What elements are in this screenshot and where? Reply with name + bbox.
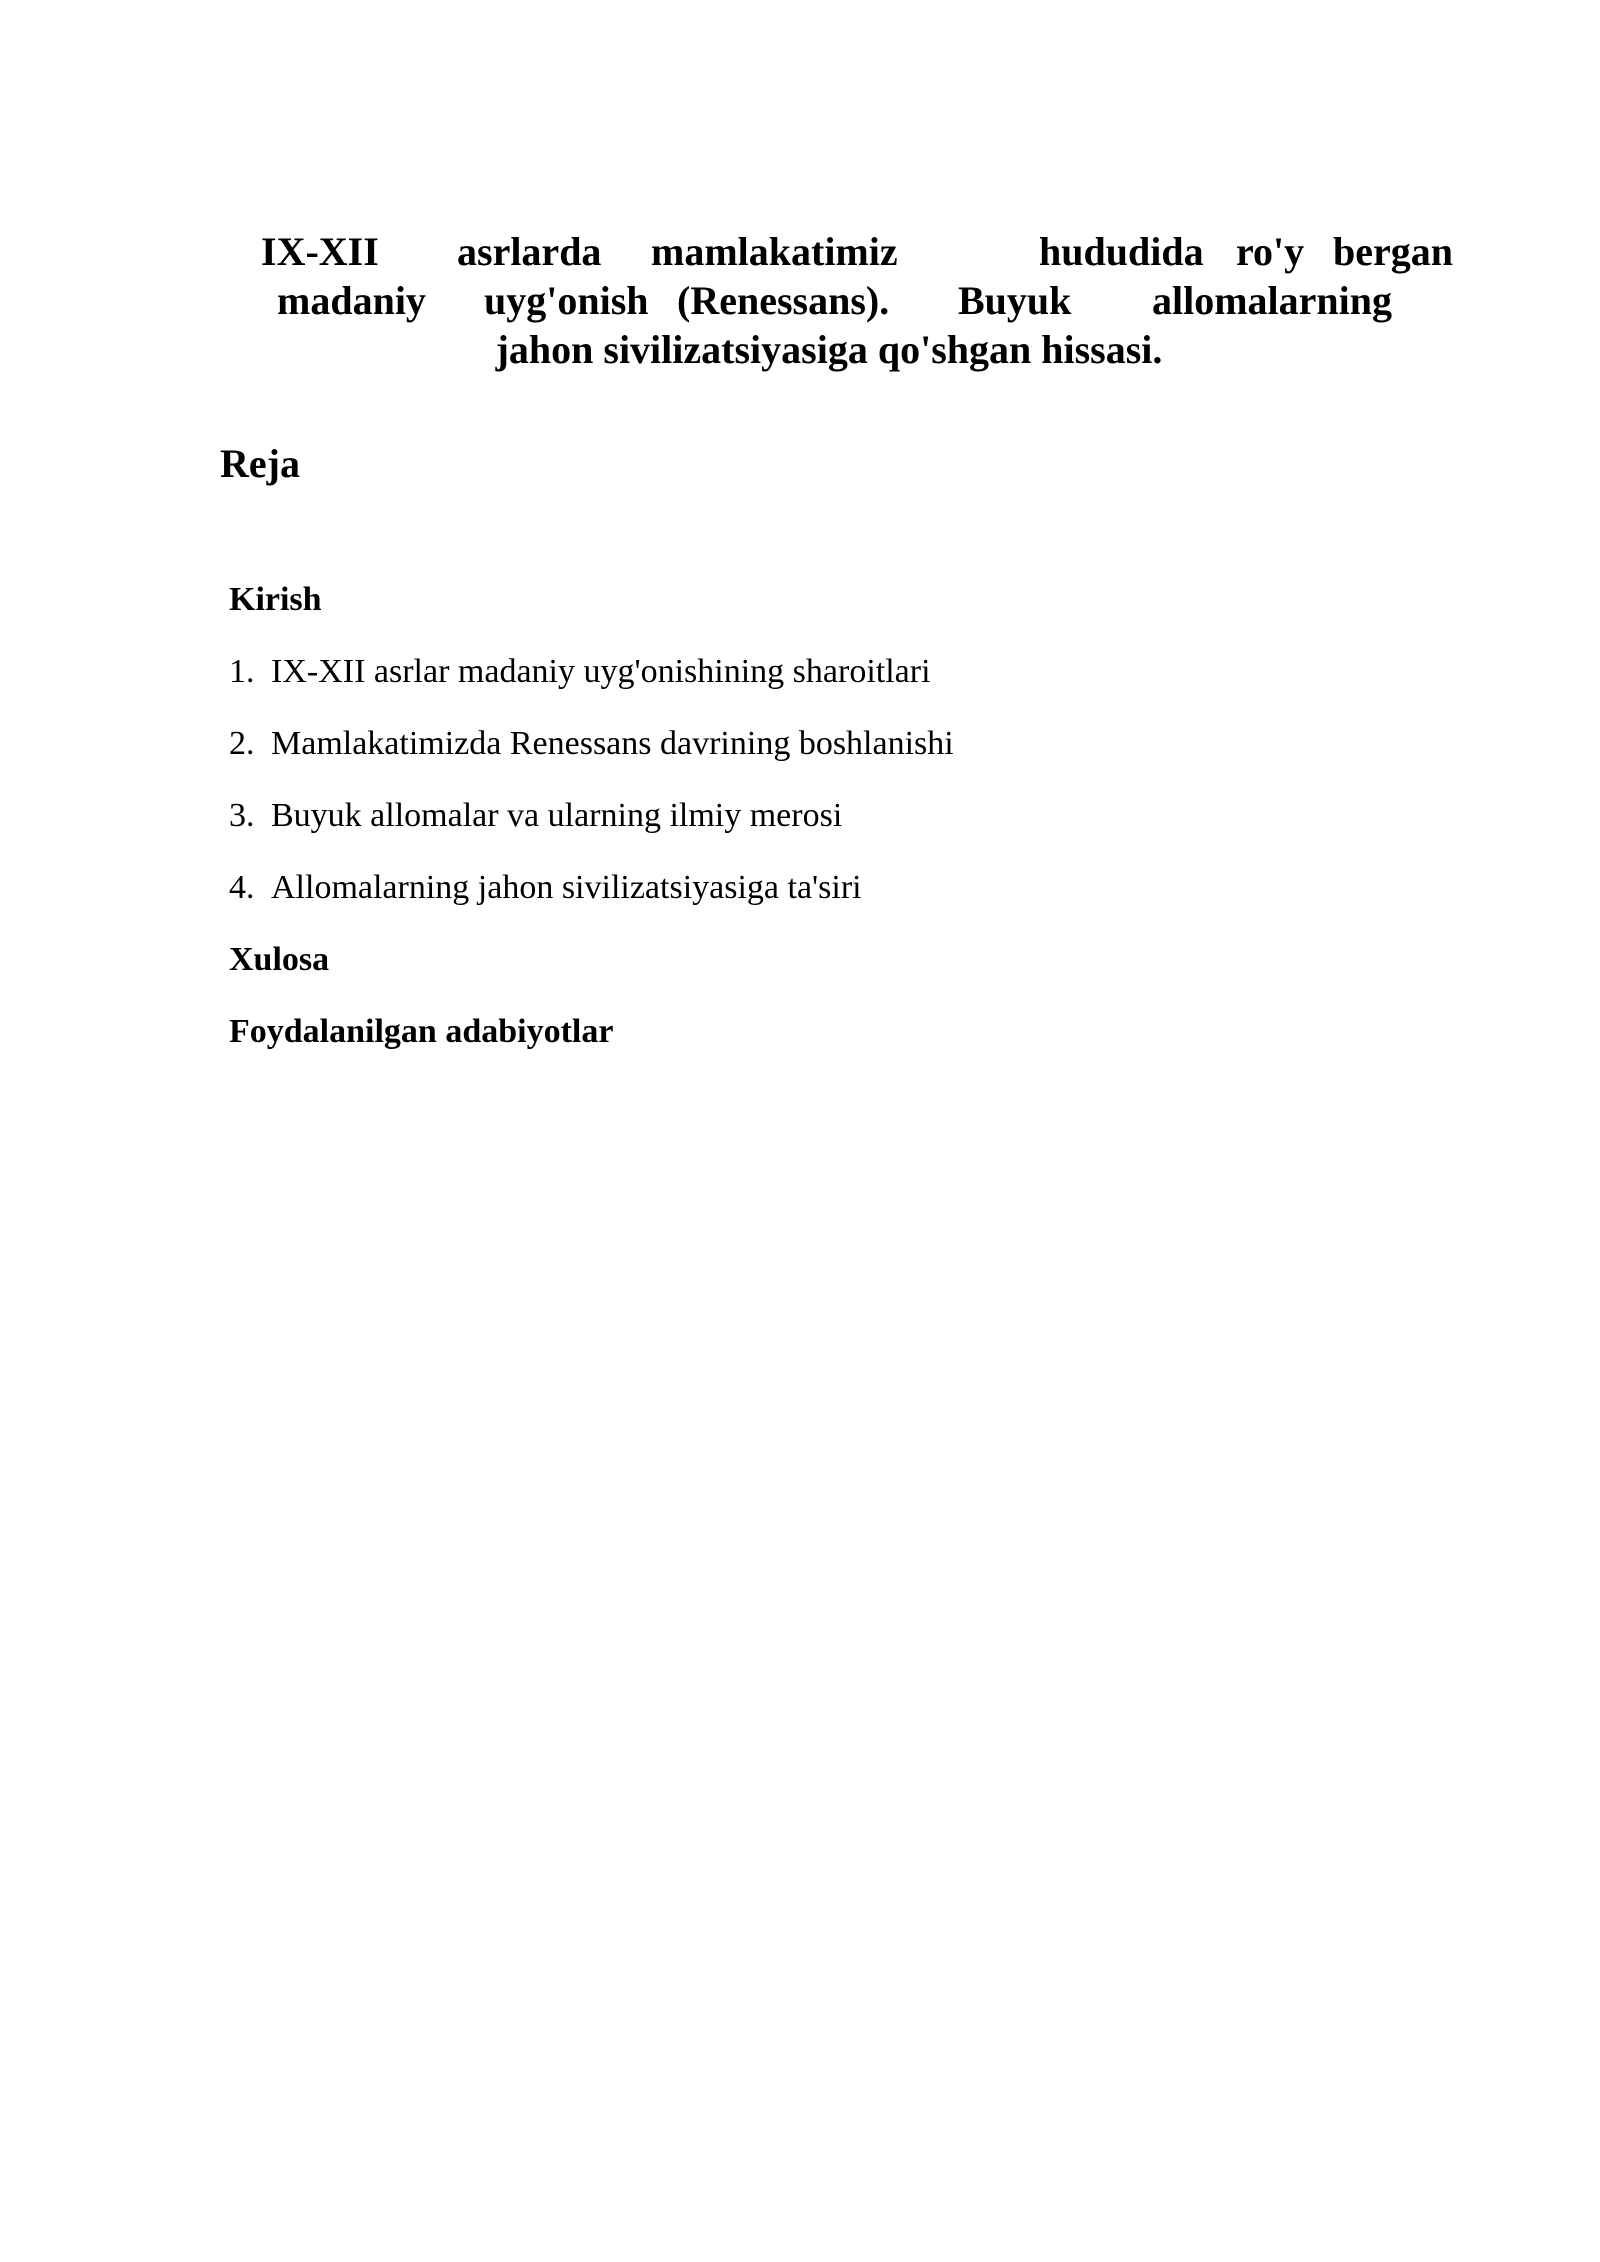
list-item-text: IX-XII asrlar madaniy uyg'onishining sharoitlari bbox=[271, 653, 931, 690]
list-number: 2. bbox=[229, 725, 255, 762]
title-word: ro'y bbox=[1236, 229, 1305, 274]
plan-list-item bbox=[229, 867, 862, 909]
title-word: Buyuk bbox=[958, 278, 1072, 323]
list-item-text: Allomalarning jahon sivilizatsiyasiga ta'siri bbox=[271, 869, 862, 906]
plan-heading: Reja bbox=[220, 441, 300, 486]
plan-list-item bbox=[229, 651, 931, 693]
title-word: madaniy bbox=[277, 278, 426, 323]
list-item-text: Buyuk allomalar va ularning ilmiy merosi bbox=[271, 797, 843, 834]
list-number: 4. bbox=[229, 869, 255, 906]
title-word: mamlakatimiz bbox=[651, 229, 898, 274]
title-word: allomalarning bbox=[1152, 278, 1393, 323]
list-number: 1. bbox=[229, 653, 255, 690]
plan-list-item bbox=[229, 795, 842, 837]
title-word: IX-XII bbox=[261, 229, 379, 274]
plan-conclusion: Xulosa bbox=[229, 941, 330, 978]
title-word: asrlarda bbox=[457, 229, 602, 274]
plan-intro: Kirish bbox=[229, 581, 322, 618]
title-word: (Renessans). bbox=[677, 278, 890, 323]
list-item-text: Mamlakatimizda Renessans davrining boshlanishi bbox=[271, 725, 954, 762]
plan-references: Foydalanilgan adabiyotlar bbox=[229, 1013, 614, 1050]
plan-list-item bbox=[229, 723, 954, 765]
title-word: hududida bbox=[1039, 229, 1204, 274]
title-word: bergan bbox=[1333, 229, 1453, 274]
list-number: 3. bbox=[229, 797, 255, 834]
title-line-3: jahon sivilizatsiyasiga qo'shgan hissasi. bbox=[495, 327, 1163, 372]
title-word: uyg'onish bbox=[484, 278, 649, 323]
